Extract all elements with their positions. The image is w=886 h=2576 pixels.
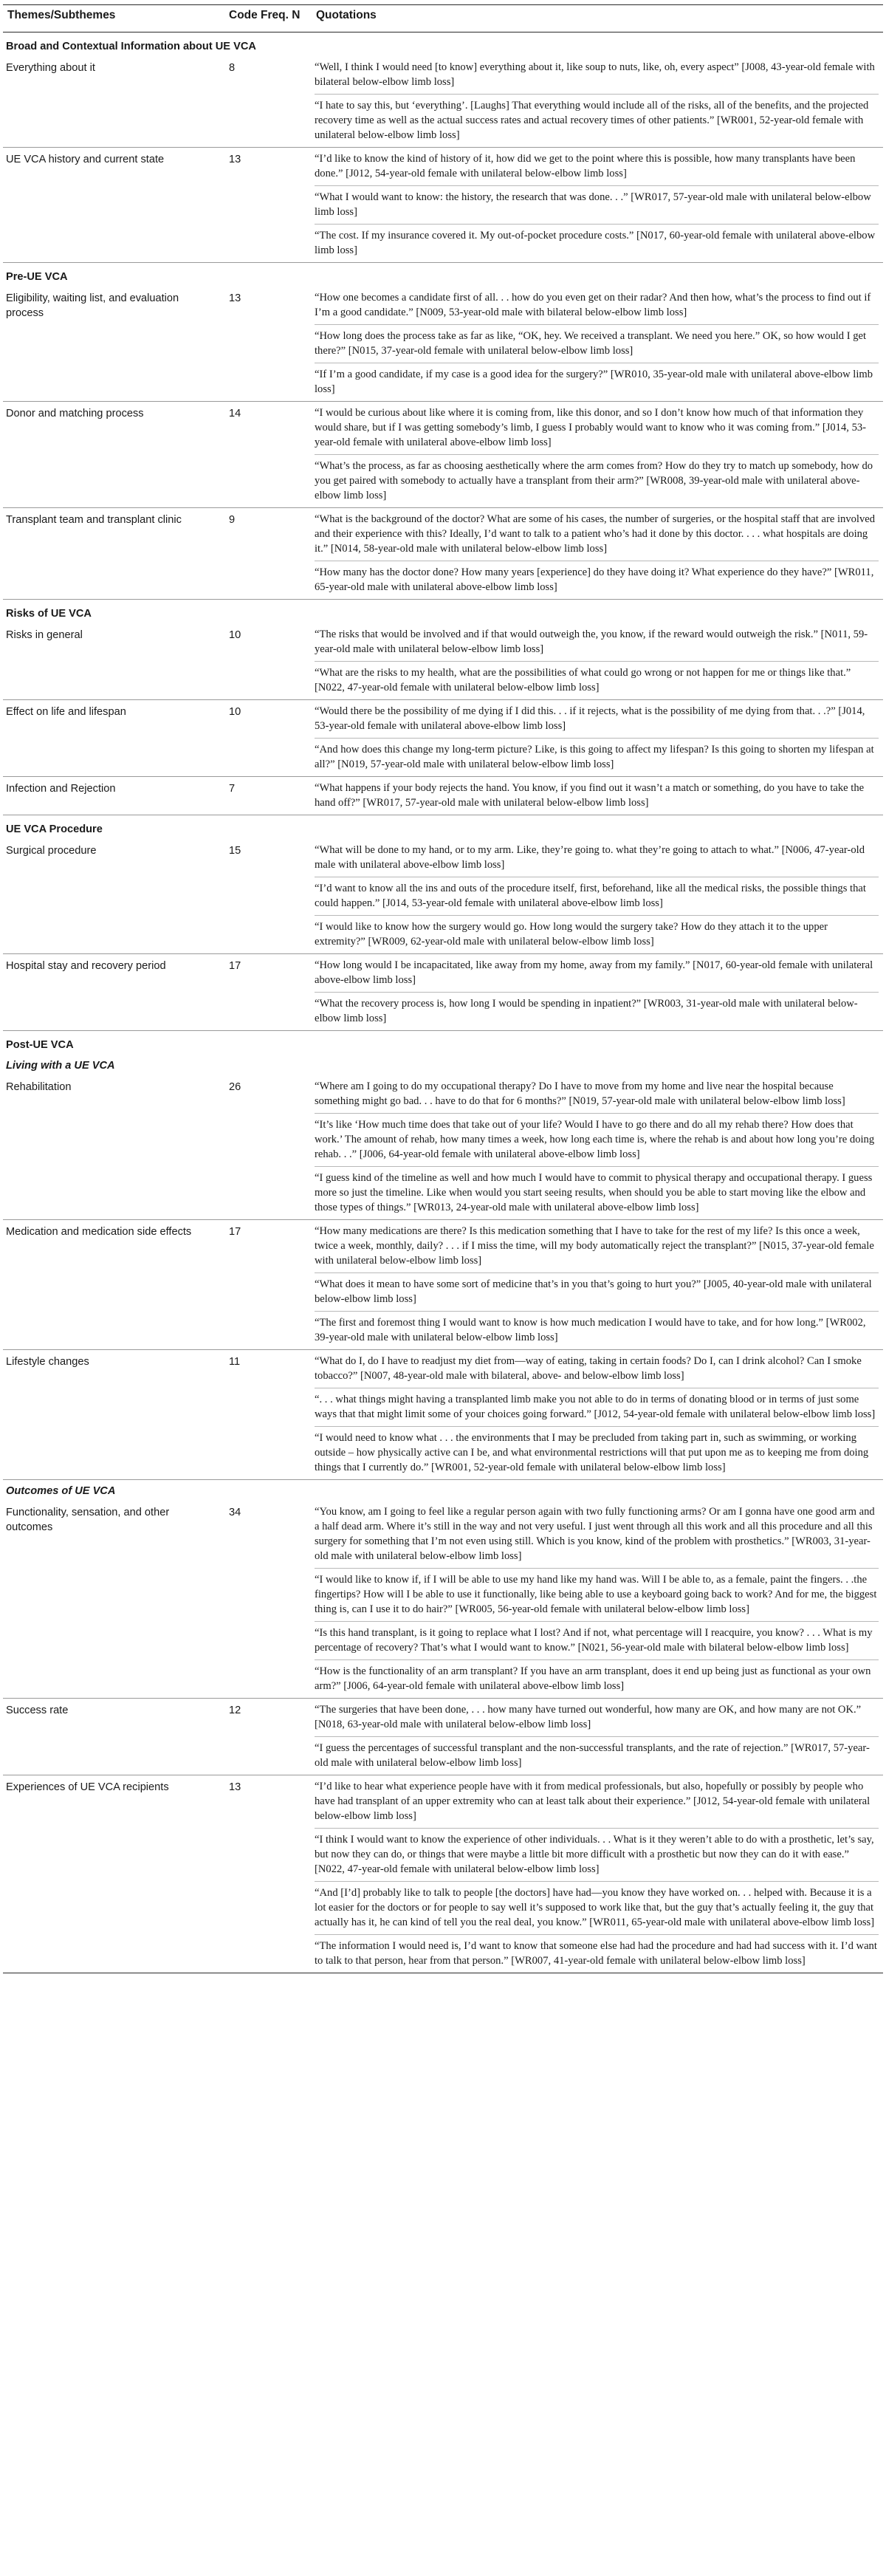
theme-name: Effect on life and lifespan [3, 700, 216, 777]
table-row [3, 954, 883, 1031]
section-title: Broad and Contextual Information about UE VCA [6, 41, 256, 52]
theme-name: Eligibility, waiting list, and evaluation process [3, 287, 216, 402]
table-row [3, 1699, 883, 1775]
table-row [3, 1075, 883, 1220]
quotation: “I would need to know what . . . the environments that I may be precluded from taking part in, such as swimming, or working outside – how physically active can I be, and what environmental restrictions will that put upon me as to keeping me from doing things that I currently do.” [WR001, 52-year-old female with unilateral below-elbow limb loss] [315, 1432, 869, 1473]
quotation: “I guess kind of the timeline as well and how much I would have to commit to physical therapy and occupational therapy. I guess more so just the timeline. Like when would you start seeing results, when should you be able to start moving like the elbow and those types of things.” [WR013, 24-year-old male with unilateral above-elbow limb loss] [315, 1172, 873, 1213]
quotations-cell [312, 700, 883, 777]
quotation: “If I’m a good candidate, if my case is a good idea for the surgery?” [WR010, 35-year-old male with unilateral above-elbow limb loss] [315, 369, 873, 395]
header-themes: Themes/Subthemes [3, 5, 216, 32]
quotations-cell [312, 56, 883, 148]
quotations-cell [312, 623, 883, 700]
code-frequency: 17 [216, 1220, 312, 1350]
quotation: “The surgeries that have been done, . . . how many have turned out wonderful, how many are OK, and how many are not OK.” [N018, 63-year-old male with unilateral below-elbow limb loss] [315, 1699, 879, 1737]
quotation: “I would like to know if, if I will be able to use my hand like my hand was. Will I be able to, as a female, paint the fingers. . .the fingertips? How will I be able to use it functionally, like being able to use a keyboard going back to work? And for me, the biggest thing is, can I use it to do hair?” [WR005, 56-year-old female with unilateral below-elbow limb loss] [315, 1569, 879, 1622]
header-code-frequency: Code Freq. N [216, 5, 312, 32]
quotation: “. . . what things might having a transplanted limb make you not able to do in terms of donating blood or in terms of just some ways that that might limit some of your choices going forward.” [J012, 54-year-old female with unilateral below-elbow limb loss] [315, 1388, 879, 1427]
subsection-row [3, 1055, 883, 1075]
code-frequency: 13 [216, 287, 312, 402]
quotation: “How one becomes a candidate first of all. . . how do you even get on their radar? And then how, what’s the process to find out if I’m a good candidate.” [N009, 53-year-old male with bilateral below-elbow limb loss] [315, 287, 879, 325]
code-frequency: 13 [216, 1775, 312, 1973]
quotations-cell [312, 1350, 883, 1480]
code-frequency: 34 [216, 1501, 312, 1699]
theme-name: Hospital stay and recovery period [3, 954, 216, 1031]
table-row [3, 508, 883, 600]
section-row [3, 600, 883, 624]
quotations-cell [312, 954, 883, 1031]
theme-name: UE VCA history and current state [3, 148, 216, 263]
section-title: UE VCA Procedure [6, 823, 103, 835]
theme-name: Lifestyle changes [3, 1350, 216, 1480]
quotation: “It’s like ‘How much time does that take out of your life? Would I have to go there and do all my rehab there? How does that work.’ The amount of rehab, how many times a week, how long each time is, where the rehab is and about how long you’re doing rehab. . .” [J006, 64-year-old female with unilateral above-elbow limb loss] [315, 1114, 879, 1167]
subsection-title: Living with a UE VCA [6, 1060, 115, 1072]
quotation: “How many medications are there? Is this medication something that I have to take for the rest of my life? Is this once a week, twice a week, monthly, daily? . . . if I miss the time, will my body automatically reject the transplant?” [N015, 37-year-old female with unilateral below-elbow limb loss] [315, 1220, 879, 1273]
table-row [3, 700, 883, 777]
quotations-cell [312, 287, 883, 402]
table-row [3, 1350, 883, 1480]
code-frequency: 8 [216, 56, 312, 148]
quotation: “And how does this change my long-term picture? Like, is this going to affect my lifespan? Is this going to shorten my lifespan at all?” [N019, 57-year-old male with unilateral below-elbow limb loss] [315, 744, 874, 770]
quotation: “I would like to know how the surgery would go. How long would the surgery take? How do they attach it to the upper extremity?” [WR009, 62-year-old male with unilateral below-elbow limb loss] [315, 921, 828, 948]
quotation: “The first and foremost thing I would want to know is how much medication I would have to take, and for how long.” [WR002, 39-year-old male with unilateral below-elbow limb loss] [315, 1317, 866, 1343]
quotation: “The cost. If my insurance covered it. My out-of-pocket procedure costs.” [N017, 60-year-old female with unilateral above-elbow limb loss] [315, 230, 876, 256]
section-row [3, 1031, 883, 1055]
theme-name: Everything about it [3, 56, 216, 148]
table-row [3, 1775, 883, 1973]
theme-name: Experiences of UE VCA recipients [3, 1775, 216, 1973]
quotations-cell [312, 1075, 883, 1220]
quotation: “What does it mean to have some sort of medicine that’s in you that’s going to hurt you?” [J005, 40-year-old male with unilateral below-elbow limb loss] [315, 1273, 879, 1312]
quotation: “What I would want to know: the history, the research that was done. . .” [WR017, 57-year-old male with unilateral below-elbow limb loss] [315, 186, 879, 225]
quotations-cell [312, 1501, 883, 1699]
code-frequency: 10 [216, 623, 312, 700]
quotation: “What do I, do I have to readjust my diet from—way of eating, taking in certain foods? Do I, can I drink alcohol? Can I smoke tobacco?” [N007, 48-year-old male with bilateral, above- and below-elbow limb loss] [315, 1350, 879, 1388]
quotation: “I think I would want to know the experience of other individuals. . . What is it they weren’t able to do with a prosthetic, let’s say, but now they can do, or things that were maybe a little bit more difficult with a prosthetic but now they can do it with ease.” [N022, 47-year-old female with unilateral below-elbow limb loss] [315, 1829, 879, 1882]
quotations-cell [312, 508, 883, 600]
quotation: “How long would I be incapacitated, like away from my home, away from my family.” [N017, 60-year-old female with unilateral above-elbow limb loss] [315, 954, 879, 993]
theme-name: Risks in general [3, 623, 216, 700]
code-frequency: 17 [216, 954, 312, 1031]
code-frequency: 9 [216, 508, 312, 600]
table-row [3, 56, 883, 148]
table-row [3, 839, 883, 954]
table-row [3, 402, 883, 508]
code-frequency: 10 [216, 700, 312, 777]
quotations-cell [312, 839, 883, 954]
quotation: “What are the risks to my health, what are the possibilities of what could go wrong or not happen for me or things like that.” [N022, 47-year-old female with unilateral below-elbow limb loss] [315, 667, 851, 693]
theme-name: Transplant team and transplant clinic [3, 508, 216, 600]
header-quotations: Quotations [312, 5, 883, 32]
quotation: “The risks that would be involved and if that would outweigh the, you know, if the reward would outweigh the risk.” [N011, 59-year-old male with unilateral below-elbow limb loss] [315, 623, 879, 662]
section-row [3, 263, 883, 287]
quotation: “The information I would need is, I’d want to know that someone else had had the procedure and had had success with it. I’d want to talk to that person, hear from that person.” [WR007, 41-year-old female with unilateral below-elbow limb loss] [315, 1940, 877, 1967]
table-row [3, 1220, 883, 1350]
theme-name: Medication and medication side effects [3, 1220, 216, 1350]
quotation: “I would be curious about like where it is coming from, like this donor, and so I don’t know how much of that information they would share, but if I was getting somebody’s limb, I guess I probably would want to know who it was coming from.” [J014, 53-year-old female with unilateral above-elbow limb loss] [315, 402, 879, 455]
theme-name: Rehabilitation [3, 1075, 216, 1220]
code-frequency: 12 [216, 1699, 312, 1775]
code-frequency: 11 [216, 1350, 312, 1480]
table-header [3, 5, 883, 32]
table-row [3, 1501, 883, 1699]
code-frequency: 14 [216, 402, 312, 508]
quotations-cell [312, 1775, 883, 1973]
theme-name: Surgical procedure [3, 839, 216, 954]
quotation: “I guess the percentages of successful transplant and the non-successful transplants, and the rate of rejection.” [WR017, 57-year-old male with unilateral below-elbow limb loss] [315, 1742, 870, 1769]
theme-name: Donor and matching process [3, 402, 216, 508]
quotation: “Is this hand transplant, is it going to replace what I lost? And if not, what percentage will I reacquire, you know? . . . What is my percentage of recovery? That’s what I would want to know.” [N021, 56-year-old male with bilateral below-elbow limb loss] [315, 1622, 879, 1660]
quotation: “What will be done to my hand, or to my arm. Like, they’re going to. what they’re going to attach to what.” [N006, 47-year-old male with unilateral above-elbow limb loss] [315, 839, 879, 877]
quotation: “You know, am I going to feel like a regular person again with two fully functioning arms? Or am I gonna have one good arm and a half dead arm. Where it’s still in the way and not very useful. I just went through all this work and all this procedure and all this surgery for something that I’m not even using still. Which is you know, kind of the problem with prosthetics.” [WR003, 31-year-old male with unilateral below-elbow limb loss] [315, 1501, 879, 1569]
themes-table [3, 4, 883, 1973]
quotation: “How long does the process take as far as like, “OK, hey. We received a transplant. We need you here.” OK, so how would I get there?” [N015, 37-year-old female with unilateral below-elbow limb loss] [315, 325, 879, 363]
quotation: “What is the background of the doctor? What are some of his cases, the number of surgeries, or the hospital staff that are involved and their experience with this? Ideally, I’d want to talk to a patient who’s had it done by this doctor. . . . what hospitals are doing it.” [N014, 58-year-old male with unilateral below-elbow limb loss] [315, 508, 879, 561]
quotation: “And [I’d] probably like to talk to people [the doctors] have had—you know they have worked on. . . helped with. Because it is a lot easier for the doctors or for people to say well it’s supposed to work like that, but the guy that’s actually feeling it, the guy that actually has it, he can kind of tell you the real deal, you know.” [WR011, 65-year-old male with unilateral above-elbow limb loss] [315, 1882, 879, 1935]
quotations-cell [312, 148, 883, 263]
subsection-row [3, 1480, 883, 1501]
table-row [3, 287, 883, 402]
theme-name: Functionality, sensation, and other outcomes [3, 1501, 216, 1699]
code-frequency: 7 [216, 777, 312, 815]
section-row [3, 32, 883, 57]
quotation: “Well, I think I would need [to know] everything about it, like soup to nuts, like, oh, every aspect” [J008, 43-year-old female with bilateral below-elbow limb loss] [315, 56, 879, 95]
section-title: Pre-UE VCA [6, 271, 68, 283]
section-row [3, 815, 883, 840]
quotation: “What happens if your body rejects the hand. You know, if you find out it wasn’t a match or something, do you have to take the hand off?” [WR017, 57-year-old male with unilateral below-elbow limb loss] [315, 782, 865, 809]
table-row [3, 777, 883, 815]
code-frequency: 26 [216, 1075, 312, 1220]
quotation: “How many has the doctor done? How many years [experience] do they have doing it? What experience do they have?” [WR011, 65-year-old male with unilateral above-elbow limb loss] [315, 566, 874, 593]
quotation: “Would there be the possibility of me dying if I did this. . . if it rejects, what is the possibility of me dying from that. . .?” [J014, 53-year-old female with unilateral above-elbow limb loss] [315, 700, 879, 739]
quotation: “How is the functionality of an arm transplant? If you have an arm transplant, does it end up being just as functional as your own arm?” [J006, 64-year-old female with unilateral above-elbow limb loss] [315, 1665, 871, 1692]
quotations-cell [312, 1699, 883, 1775]
quotation: “What’s the process, as far as choosing aesthetically where the arm comes from? How do they try to match up somebody, how do you get paired with somebody to actually have a transplant from their arm?” [WR008, 39-year-old male with unilateral above-elbow limb loss] [315, 460, 873, 501]
quotation: “I hate to say this, but ‘everything’. [Laughs] That everything would include all of the risks, all of the benefits, and the projected recovery time as well as the actual success rates and actual recovery times of other patients.” [WR001, 52-year-old female with unilateral below-elbow limb loss] [315, 100, 869, 141]
quotations-cell [312, 402, 883, 508]
quotation: “What the recovery process is, how long I would be spending in inpatient?” [WR003, 31-year-old male with unilateral below-elbow limb loss] [315, 998, 858, 1024]
code-frequency: 15 [216, 839, 312, 954]
table-body [3, 32, 883, 1973]
code-frequency: 13 [216, 148, 312, 263]
quotation: “Where am I going to do my occupational therapy? Do I have to move from my home and live near the hospital because something might go bad. . . have to do that for 6 months?” [N019, 57-year-old male with unilateral below-elbow limb loss] [315, 1075, 879, 1114]
table-row [3, 148, 883, 263]
quotation: “I’d like to know the kind of history of it, how did we get to the point where this is possible, how many transplants have been done.” [J012, 54-year-old female with unilateral below-elbow limb loss] [315, 148, 879, 186]
quotation: “I’d want to know all the ins and outs of the procedure itself, first, beforehand, like all the medical risks, the possible things that could happen.” [J014, 53-year-old female with unilateral above-elbow limb loss] [315, 877, 879, 916]
quotation: “I’d like to hear what experience people have with it from medical professionals, but also, hopefully or possibly by people who have had transplant of an upper extremity who can at least talk about their experience.” [J012, 54-year-old female with unilateral below-elbow limb loss] [315, 1775, 879, 1829]
table-row [3, 623, 883, 700]
theme-name: Success rate [3, 1699, 216, 1775]
quotations-cell [312, 1220, 883, 1350]
subsection-title: Outcomes of UE VCA [6, 1485, 116, 1497]
section-title: Post-UE VCA [6, 1039, 74, 1051]
quotations-cell [312, 777, 883, 815]
section-title: Risks of UE VCA [6, 608, 92, 620]
theme-name: Infection and Rejection [3, 777, 216, 815]
